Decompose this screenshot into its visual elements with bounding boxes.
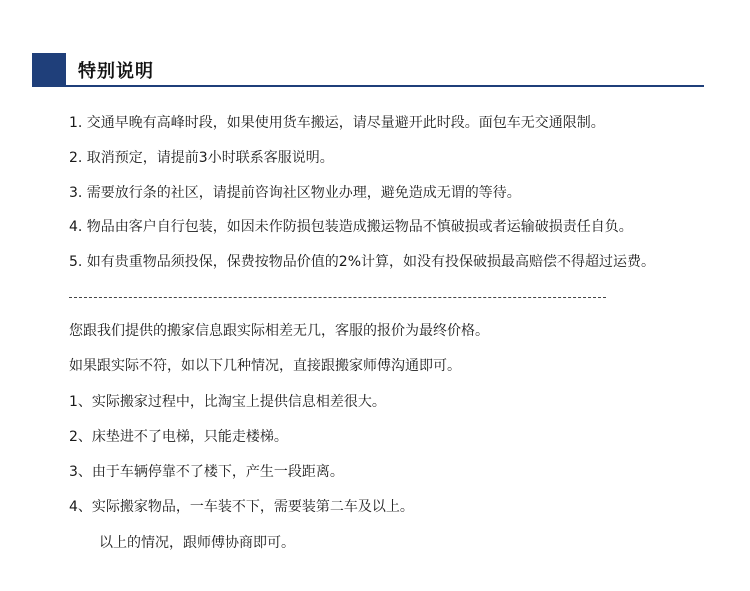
note-item-5: 5. 如有贵重物品须投保，保费按物品价值的2%计算，如没有投保破损最高赔偿不得超过运费。 xyxy=(69,254,656,270)
disclaimer-condition: 如果跟实际不符，如以下几种情况，直接跟搬家师傅沟通即可。 xyxy=(69,358,461,374)
note-item-2: 2. 取消预定，请提前3小时联系客服说明。 xyxy=(69,150,334,166)
disclaimer-closing: 以上的情况，跟师傅协商即可。 xyxy=(99,535,295,551)
dashed-divider xyxy=(69,297,606,298)
section-title: 特别说明 xyxy=(78,61,154,82)
case-item-2: 2、床垫进不了电梯，只能走楼梯。 xyxy=(69,429,288,445)
case-item-1: 1、实际搬家过程中，比淘宝上提供信息相差很大。 xyxy=(69,394,386,410)
disclaimer-intro: 您跟我们提供的搬家信息跟实际相差无几，客服的报价为最终价格。 xyxy=(69,323,489,339)
header-underline xyxy=(66,85,704,87)
case-item-4: 4、实际搬家物品，一车装不下，需要装第二车及以上。 xyxy=(69,499,414,515)
note-item-1: 1. 交通早晚有高峰时段，如果使用货车搬运，请尽量避开此时段。面包车无交通限制。 xyxy=(69,115,605,131)
section-header xyxy=(32,53,704,87)
header-accent-block xyxy=(32,53,66,87)
note-item-3: 3. 需要放行条的社区，请提前咨询社区物业办理，避免造成无谓的等待。 xyxy=(69,185,521,201)
note-item-4: 4. 物品由客户自行包装，如因未作防损包装造成搬运物品不慎破损或者运输破损责任自负。 xyxy=(69,219,633,235)
case-item-3: 3、由于车辆停靠不了楼下，产生一段距离。 xyxy=(69,464,344,480)
